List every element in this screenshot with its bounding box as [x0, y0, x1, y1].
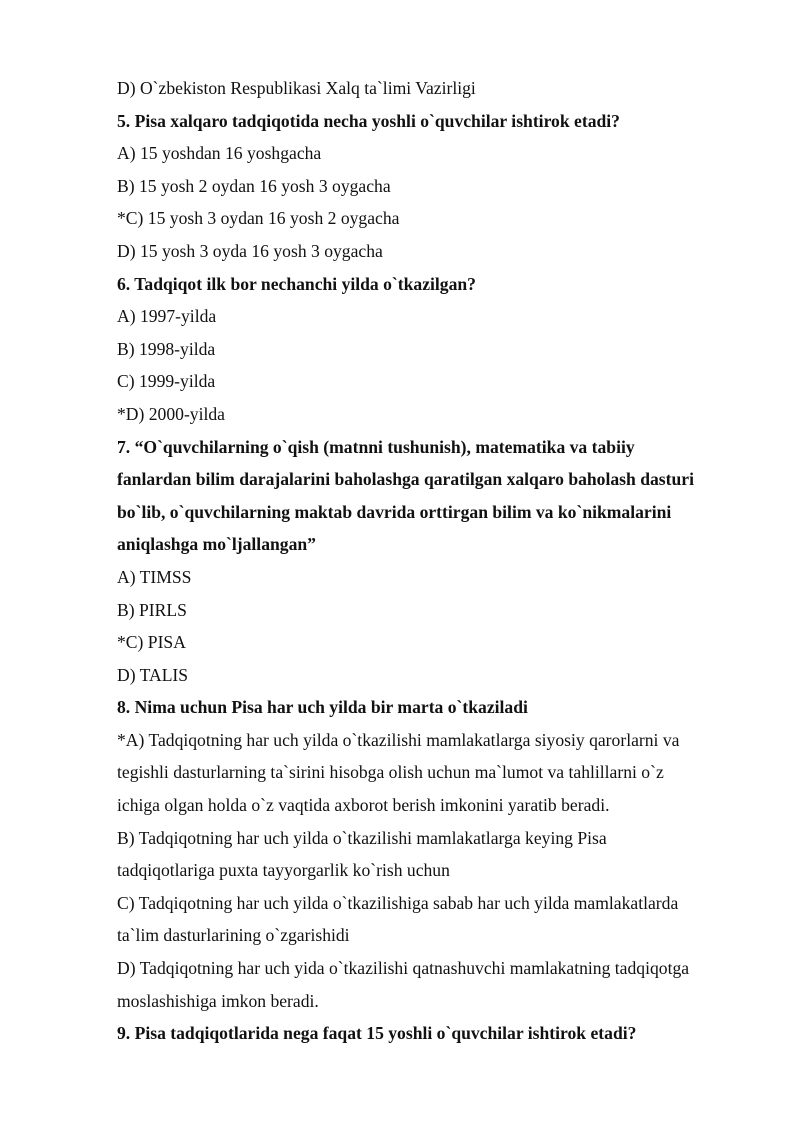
- question-text-line: 7. “O`quvchilarning o`qish (matnni tushunish), matematika va tabiiy: [117, 436, 635, 457]
- answer-option-line: A) 15 yoshdan 16 yoshgacha: [117, 143, 322, 164]
- answer-option-line: tadqiqotlariga puxta tayyorgarlik ko`rish uchun: [117, 860, 450, 881]
- answer-option-line: *D) 2000-yilda: [117, 403, 225, 424]
- answer-option-line: D) 15 yosh 3 oyda 16 yosh 3 oygacha: [117, 240, 383, 261]
- answer-option-line: moslashishiga imkon beradi.: [117, 990, 319, 1011]
- answer-option-line: tegishli dasturlarning ta`sirini hisobga olish uchun ma`lumot va tahlillarni o`z: [117, 762, 664, 783]
- answer-option-line: D) Tadqiqotning har uch yida o`tkazilishi qatnashuvchi mamlakatning tadqiqotga: [117, 958, 690, 979]
- answer-option-line: *A) Tadqiqotning har uch yilda o`tkazilishi mamlakatlarga siyosiy qarorlarni va: [117, 729, 680, 750]
- answer-option-line: D) TALIS: [117, 664, 189, 685]
- question-text-line: aniqlashga mo`ljallangan”: [117, 534, 316, 555]
- answer-option-line: C) 1999-yilda: [117, 371, 216, 392]
- answer-option-line: A) TIMSS: [117, 566, 192, 587]
- question-text-line: 8. Nima uchun Pisa har uch yilda bir marta o`tkaziladi: [117, 697, 528, 718]
- answer-option-line: B) 15 yosh 2 oydan 16 yosh 3 oygacha: [117, 175, 391, 196]
- question-text-line: bo`lib, o`quvchilarning maktab davrida orttirgan bilim va ko`nikmalarini: [117, 501, 672, 522]
- answer-option-line: B) PIRLS: [117, 599, 187, 620]
- answer-option-line: B) 1998-yilda: [117, 338, 216, 359]
- answer-option-line: C) Tadqiqotning har uch yilda o`tkazilishiga sabab har uch yilda mamlakatlarda: [117, 892, 679, 913]
- document-body: [117, 72, 747, 1050]
- question-text-line: 6. Tadqiqot ilk bor nechanchi yilda o`tkazilgan?: [117, 273, 476, 294]
- question-text-line: 9. Pisa tadqiqotlarida nega faqat 15 yoshli o`quvchilar ishtirok etadi?: [117, 1023, 637, 1044]
- answer-option-line: ichiga olgan holda o`z vaqtida axborot berish imkonini yaratib beradi.: [117, 795, 610, 816]
- answer-option-line: ta`lim dasturlarining o`zgarishidi: [117, 925, 350, 946]
- answer-option-line: *C) PISA: [117, 632, 186, 653]
- question-text-line: 5. Pisa xalqaro tadqiqotida necha yoshli o`quvchilar ishtirok etadi?: [117, 110, 620, 131]
- question-text-line: fanlardan bilim darajalarini baholashga qaratilgan xalqaro baholash dasturi: [117, 469, 694, 490]
- answer-option-line: A) 1997-yilda: [117, 306, 217, 327]
- answer-option-line: D) O`zbekiston Respublikasi Xalq ta`limi Vazirligi: [117, 78, 476, 98]
- answer-option-line: B) Tadqiqotning har uch yilda o`tkazilishi mamlakatlarga keying Pisa: [117, 827, 607, 848]
- answer-option-line: *C) 15 yosh 3 oydan 16 yosh 2 oygacha: [117, 208, 400, 229]
